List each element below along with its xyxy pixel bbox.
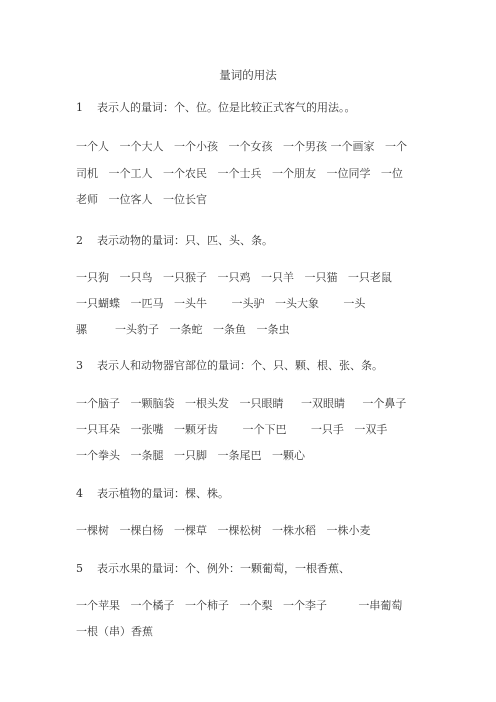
section-5-line-2: 一根（串）香蕉 <box>76 625 153 638</box>
section-2-line-3: 骡 一头豹子 一条蛇 一条鱼 一条虫 <box>76 323 290 336</box>
section-5-heading: 5 表示水果的量词：个、例外：一颗葡萄，一根香蕉、 <box>76 562 350 575</box>
section-4-line-1: 一棵树 一棵白杨 一棵草 一棵松树 一株水稻 一株小麦 <box>76 524 371 537</box>
section-2-line-2: 一只蝴蝶 一匹马 一头牛 一头驴 一头大象 一头 <box>76 297 366 310</box>
section-2-heading: 2 表示动物的量词：只、匹、头、条。 <box>76 234 273 247</box>
section-1-line-3: 老师 一位客人 一位长官 <box>76 193 207 206</box>
section-1-line-2: 司机 一个工人 一个农民 一个士兵 一个朋友 一位同学 一位 <box>76 167 403 180</box>
section-3-heading: 3 表示人和动物器官部位的量词：个、只、颗、根、张、条。 <box>76 359 383 372</box>
section-4-heading: 4 表示植物的量词：棵、株。 <box>76 487 229 500</box>
section-1-heading: 1 表示人的量词：个、位。位是比较正式客气的用法。。 <box>76 101 356 114</box>
section-3-line-2: 一只耳朵 一张嘴 一颗牙齿 一个下巴 一只手 一双手 <box>76 423 388 436</box>
section-3-line-3: 一个拳头 一条腿 一只脚 一条尾巴 一颗心 <box>76 449 305 462</box>
section-5-line-1: 一个苹果 一个橘子 一个柿子 一个梨 一个李子 一串葡萄 <box>76 599 403 612</box>
section-3-line-1: 一个脑子 一颗脑袋 一根头发 一只眼睛 一双眼睛 一个鼻子 <box>76 397 407 410</box>
section-2-line-1: 一只狗 一只鸟 一只猴子 一只鸡 一只羊 一只猫 一只老鼠 <box>76 271 392 284</box>
document-title: 量词的用法 <box>219 68 277 82</box>
section-1-line-1: 一个人 一个大人 一个小孩 一个女孩 一个男孩 一个画家 一个 <box>76 140 407 153</box>
